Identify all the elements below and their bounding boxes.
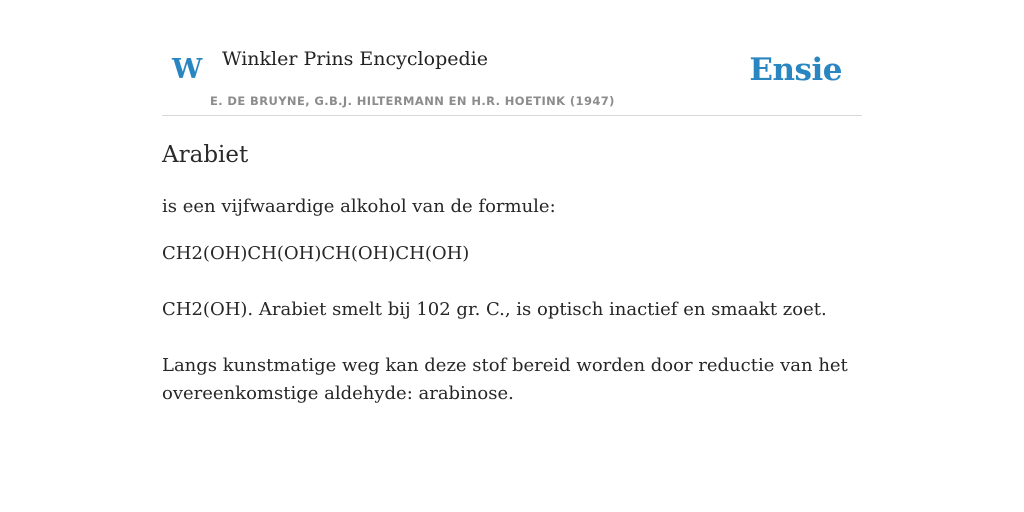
entry-paragraph: Langs kunstmatige weg kan deze stof bereid worden door reductie van het overeenkomstige aldehyde: arabinose.: [162, 355, 848, 404]
entry-paragraph: CH2(OH). Arabiet smelt bij 102 gr. C., is optisch inactief en smaakt zoet.: [162, 299, 827, 320]
source-title[interactable]: Winkler Prins Encyclopedie: [222, 48, 488, 70]
entry-title: Arabiet: [162, 142, 249, 168]
source-authors: E. DE BRUYNE, G.B.J. HILTERMANN EN H.R. HOETINK (1947): [210, 94, 615, 108]
entry-paragraph: is een vijfwaardige alkohol van de formule:: [162, 196, 556, 217]
page: [162, 0, 862, 408]
entry-body: [162, 193, 862, 408]
source-header: [162, 44, 862, 116]
entry-paragraph: CH2(OH)CH(OH)CH(OH)CH(OH): [162, 243, 470, 264]
source-logo[interactable]: W: [172, 54, 203, 85]
brand-logo[interactable]: Ensie: [749, 52, 842, 88]
